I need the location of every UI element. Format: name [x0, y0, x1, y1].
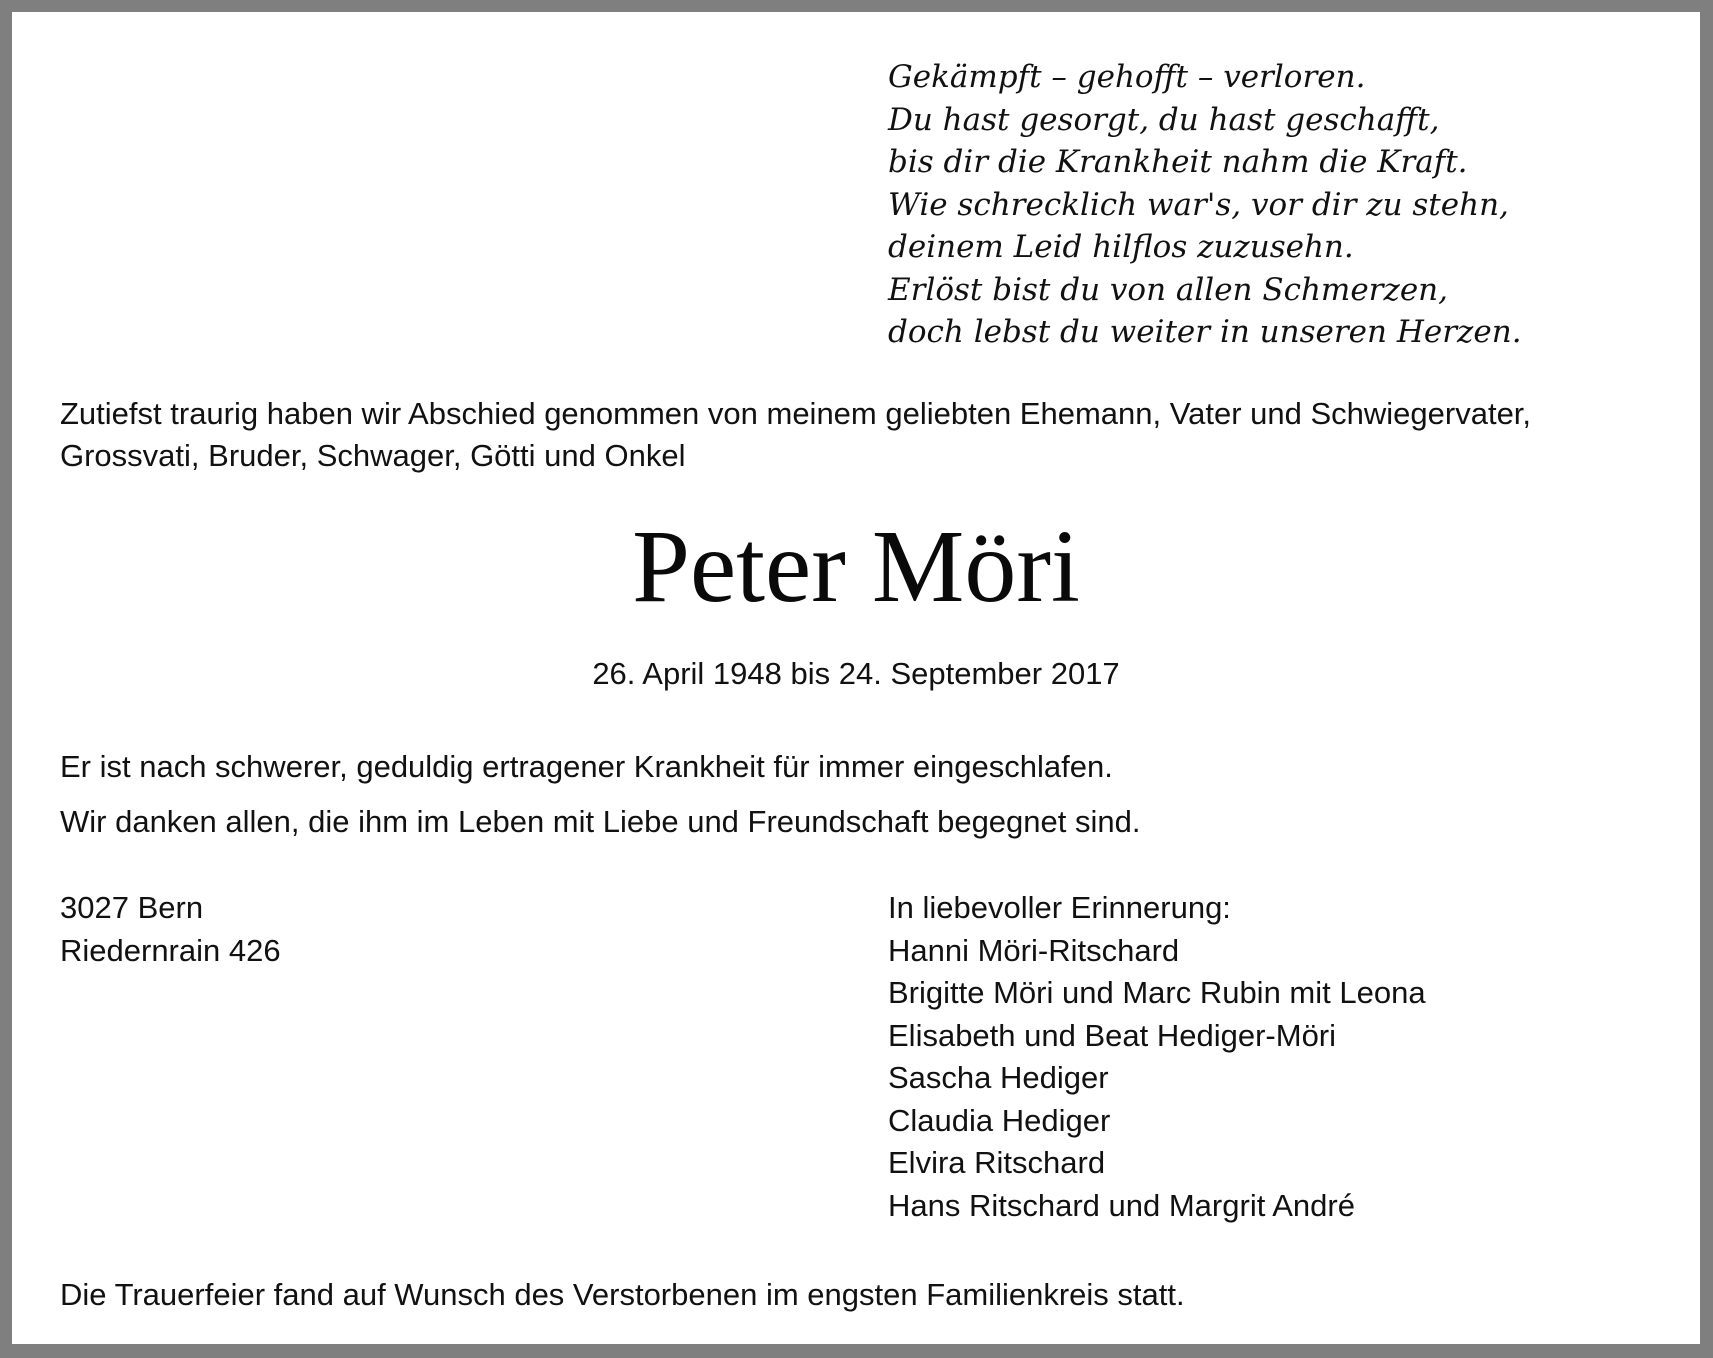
- address-street: Riedernrain 426: [60, 932, 281, 968]
- mourner: Elvira Ritschard: [888, 1145, 1106, 1180]
- poem-line: Gekämpft – gehofft – verloren.: [888, 59, 1366, 95]
- mourner: Hanni Möri-Ritschard: [888, 932, 1180, 968]
- remembrance-heading: In liebevoller Erinnerung:: [888, 890, 1231, 925]
- mourner: Brigitte Möri und Marc Rubin mit Leona: [888, 975, 1426, 1010]
- mourner: Elisabeth und Beat Hediger-Möri: [888, 1017, 1337, 1053]
- address-block: [60, 887, 281, 972]
- intro-line: Zutiefst traurig haben wir Abschied genommen von meinem geliebten Ehemann, Vater und Schwiegervater,: [60, 396, 1532, 431]
- poem-line: bis dir die Krankheit nahm die Kraft.: [888, 144, 1468, 180]
- mourner: Sascha Hediger: [888, 1060, 1109, 1095]
- life-dates: 26. April 1948 bis 24. September 2017: [592, 656, 1120, 691]
- poem-line: Wie schrecklich war's, vor dir zu stehn,: [888, 186, 1509, 223]
- body-text-thanks: Wir danken allen, die ihm im Leben mit Liebe und Freundschaft begegnet sind.: [60, 804, 1141, 839]
- remembrance-list: [888, 887, 1426, 1227]
- address-city: 3027 Bern: [60, 890, 204, 925]
- poem: [888, 56, 1522, 354]
- obituary-page: [12, 12, 1700, 1344]
- mourner: Claudia Hediger: [888, 1102, 1111, 1138]
- body-text-illness: Er ist nach schwerer, geduldig ertragener Krankheit für immer eingeschlafen.: [60, 749, 1113, 784]
- poem-line: Erlöst bist du von allen Schmerzen,: [888, 271, 1448, 308]
- deceased-name: Peter Möri: [632, 509, 1080, 624]
- funeral-note: Die Trauerfeier fand auf Wunsch des Verstorbenen im engsten Familienkreis statt.: [60, 1277, 1185, 1312]
- poem-line: Du hast gesorgt, du hast geschafft,: [888, 101, 1440, 138]
- poem-line: deinem Leid hilflos zuzusehn.: [888, 229, 1354, 265]
- mourner: Hans Ritschard und Margrit André: [888, 1187, 1355, 1223]
- intro-line: Grossvati, Bruder, Schwager, Götti und Onkel: [60, 438, 686, 473]
- poem-line: doch lebst du weiter in unseren Herzen.: [888, 314, 1522, 350]
- intro-text: [60, 393, 1680, 477]
